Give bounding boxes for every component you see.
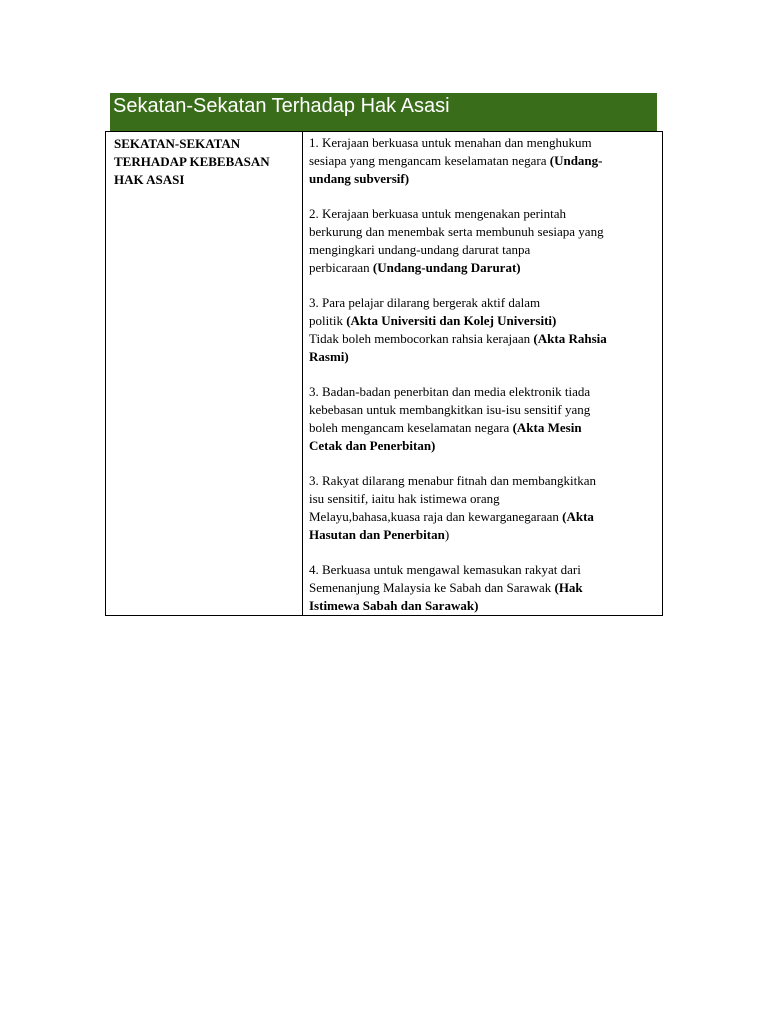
restriction-line	[309, 348, 658, 366]
restriction-line	[309, 472, 658, 490]
left-heading-line: SEKATAN-SEKATAN	[114, 136, 241, 151]
restriction-line	[309, 294, 658, 312]
restriction-line	[309, 508, 658, 526]
title-bar	[110, 93, 657, 132]
restriction-item	[309, 205, 658, 277]
restriction-line	[309, 330, 658, 348]
restriction-line	[309, 152, 658, 170]
restriction-text: kebebasan untuk membangkitkan isu-isu sensitif yang	[309, 402, 591, 417]
restriction-text: politik	[309, 313, 347, 328]
restriction-text: Melayu,bahasa,kuasa raja dan kewarganegaraan	[309, 509, 563, 524]
act-name: Cetak dan Penerbitan)	[309, 438, 436, 453]
left-heading-line: TERHADAP KEBEBASAN	[114, 154, 270, 169]
page-title: Sekatan-Sekatan Terhadap Hak Asasi	[113, 95, 450, 117]
restriction-text: 3. Rakyat dilarang menabur fitnah dan membangkitkan	[309, 473, 596, 488]
act-name: Rasmi)	[309, 349, 349, 364]
restriction-item	[309, 134, 658, 188]
left-heading-line: HAK ASASI	[114, 172, 185, 187]
rights-restrictions-table	[105, 131, 663, 616]
restriction-line	[309, 579, 658, 597]
restrictions-list-cell	[303, 132, 662, 615]
restriction-text: 1. Kerajaan berkuasa untuk menahan dan menghukum	[309, 135, 592, 150]
restriction-text: mengingkari undang-undang darurat tanpa	[309, 242, 531, 257]
act-name: (Akta Mesin	[512, 420, 582, 435]
restriction-text: Semenanjung Malaysia ke Sabah dan Sarawak	[309, 580, 555, 595]
restriction-text: boleh mengancam keselamatan negara	[309, 420, 513, 435]
restriction-line	[309, 490, 658, 508]
restriction-line	[309, 170, 658, 188]
restriction-text: )	[444, 527, 450, 542]
restriction-item	[309, 561, 658, 615]
left-heading-cell	[106, 132, 303, 615]
restriction-line	[309, 561, 658, 579]
act-name: (Akta Universiti dan Kolej Universiti)	[346, 313, 557, 328]
restriction-line	[309, 597, 658, 615]
restriction-line	[309, 205, 658, 223]
restriction-line	[309, 526, 658, 544]
restriction-line	[309, 419, 658, 437]
restriction-text: perbicaraan	[309, 260, 373, 275]
act-name: (Undang-	[549, 153, 603, 168]
restriction-line	[309, 223, 658, 241]
act-name: Hasutan dan Penerbitan	[309, 527, 445, 542]
restriction-item	[309, 294, 658, 366]
restriction-text: 4. Berkuasa untuk mengawal kemasukan rakyat dari	[309, 562, 581, 577]
restriction-text: isu sensitif, iaitu hak istimewa orang	[309, 491, 500, 506]
restriction-line	[309, 259, 658, 277]
restriction-text: 2. Kerajaan berkuasa untuk mengenakan perintah	[309, 206, 567, 221]
restriction-item	[309, 383, 658, 455]
restriction-line	[309, 383, 658, 401]
restriction-line	[309, 241, 658, 259]
restriction-item	[309, 472, 658, 544]
restriction-text: 3. Para pelajar dilarang bergerak aktif dalam	[309, 295, 541, 310]
act-name: (Akta Rahsia	[533, 331, 607, 346]
restriction-line	[309, 312, 658, 330]
restriction-text: Tidak boleh membocorkan rahsia kerajaan	[309, 331, 534, 346]
restriction-text: sesiapa yang mengancam keselamatan negara	[309, 153, 550, 168]
restriction-text: 3. Badan-badan penerbitan dan media elektronik tiada	[309, 384, 591, 399]
restriction-line	[309, 134, 658, 152]
act-name: (Undang-undang Darurat)	[372, 260, 521, 275]
restriction-line	[309, 437, 658, 455]
restriction-text: berkurung dan menembak serta membunuh sesiapa yang	[309, 224, 604, 239]
act-name: Istimewa Sabah dan Sarawak)	[309, 598, 479, 613]
act-name: (Akta	[562, 509, 594, 524]
act-name: (Hak	[554, 580, 583, 595]
restriction-line	[309, 401, 658, 419]
act-name: undang subversif)	[309, 171, 410, 186]
